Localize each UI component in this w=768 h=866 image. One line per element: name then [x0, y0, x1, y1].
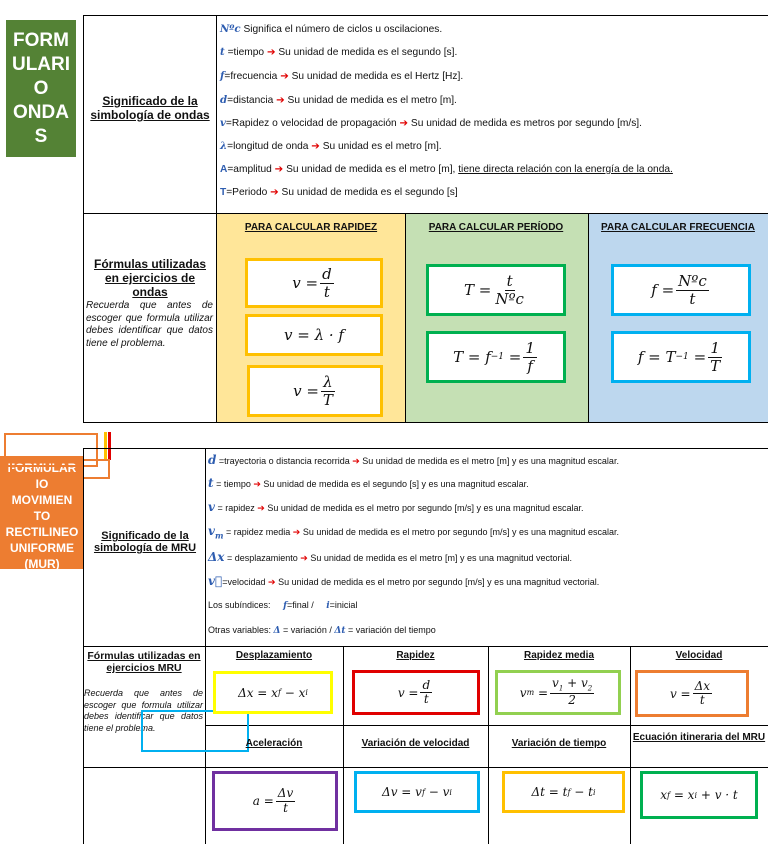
formula-ecuacion-itineraria: x f = x i + v · t: [640, 771, 758, 819]
ondas-title: [6, 20, 76, 157]
formula-rapidez-media: v m = $\frac{v_1 + v_2}{2}$: [495, 670, 621, 715]
decor-frame: [10, 459, 110, 479]
formula-desplazamiento: Δx = x f − x i: [213, 671, 333, 714]
mru-symbol-row: t = tiempo ➔ Su unidad de medida es el segundo [s] y es una magnitud escalar.: [208, 476, 529, 490]
mru-title-text: FORMULAR IO MOVIMIEN TO RECTILINEO UNIFORME (MUR): [5, 460, 79, 571]
periodo-column: [405, 214, 588, 422]
formula-t-f-inverse: T = f −1 = $\frac{1}{f}$: [426, 331, 566, 383]
formula-variacion-tiempo: Δt = t f − t i: [502, 771, 625, 813]
header-desplazamiento: Desplazamiento: [235, 650, 313, 661]
formula-variacion-velocidad: Δv = v f − v i: [354, 771, 480, 813]
mru-symbology-label: Significado de la simbología de MRU: [93, 530, 197, 554]
formula-aceleracion: a = $\frac{\Delta v}{t}$: [212, 771, 338, 831]
formula-t-t-nc: T = $\frac{t}{\text{Nºc}}$: [426, 264, 566, 316]
ondas-symbol-row: f=frecuencia ➔ Su unidad de medida es el Hertz [Hz].: [220, 70, 464, 82]
mru-symbol-row: v⃗=velocidad ➔ Su unidad de medida es el metro por segundo [m/s] y es una magnitud vectorial.: [208, 574, 600, 588]
mru-symbol-row: Δx = desplazamiento ➔ Su unidad de medida es el metro [m] y es una magnitud vectorial.: [208, 550, 573, 564]
frecuencia-header: PARA CALCULAR FRECUENCIA: [601, 222, 755, 233]
ondas-symbol-row: T=Periodo ➔ Su unidad de medida es el segundo [s]: [220, 187, 458, 198]
ondas-symbol-row: A=amplitud ➔ Su unidad de medida es el metro [m], tiene directa relación con la energía de la onda.: [220, 164, 673, 175]
header-variacion-velocidad: Variación de velocidad: [361, 738, 470, 749]
header-aceleracion: Aceleración: [245, 738, 303, 749]
header-variacion-tiempo: Variación de tiempo: [511, 738, 607, 749]
ondas-symbol-row: t =tiempo ➔ Su unidad de medida es el segundo [s].: [220, 46, 458, 58]
ondas-title-text: FORM ULARI O ONDA S: [11, 29, 71, 147]
mru-symbol-row: v = rapidez ➔ Su unidad de medida es el metro por segundo [m/s] y es una magnitud escalar.: [208, 500, 584, 514]
formula-f-nc-t: f = $\frac{\text{Nºc}}{t}$: [611, 264, 751, 316]
decor-frame: [104, 432, 107, 460]
ondas-symbology-label: Significado de la simbología de ondas: [90, 94, 210, 122]
ondas-symbol-row: Nºc Significa el número de ciclos u oscilaciones.: [220, 23, 443, 35]
header-ecuacion-itineraria: Ecuación itineraria del MRU: [632, 732, 766, 743]
mru-otras-row: Otras variables: Δ = variación / Δt = variación del tiempo: [208, 625, 436, 636]
formula-f-t-inverse: f = T −1 = $\frac{1}{T}$: [611, 331, 751, 383]
decor-frame: [108, 432, 111, 460]
ondas-symbol-row: v=Rapidez o velocidad de propagación ➔ Su unidad de medida es metros por segundo [m/s].: [220, 117, 642, 129]
rapidez-header: PARA CALCULAR RAPIDEZ: [244, 222, 378, 233]
mru-formulas-label: Fórmulas utilizadas en ejercicios MRU: [87, 650, 201, 674]
formula-velocidad: v = $\frac{\Delta x}{t}$: [635, 670, 749, 717]
mru-subindices-row: Los subíndices: f=final / i=inicial: [208, 600, 358, 611]
ondas-symbol-row: d=distancia ➔ Su unidad de medida es el metro [m].: [220, 94, 457, 106]
header-rapidez-media: Rapidez media: [523, 650, 595, 661]
formula-rapidez: v = $\frac{d}{t}$: [352, 670, 480, 715]
ondas-note: Recuerda que antes de escoger que formula utilizar debes identificar que datos tiene el problema.: [86, 300, 213, 349]
frecuencia-column: [588, 214, 768, 422]
header-rapidez: Rapidez: [396, 650, 435, 661]
periodo-header: PARA CALCULAR PERÍODO: [428, 222, 564, 233]
formula-v-lambda-f: v = λ · f: [245, 314, 383, 356]
mru-symbol-row: $v_m$ = rapidez media ➔ Su unidad de medida es el metro por segundo [m/s] y es una magnitud escalar.: [208, 524, 620, 541]
mru-note: Recuerda que antes de escoger que formula utilizar debes identificar que datos tiene el problema.: [84, 688, 203, 733]
mru-symbol-row: d =trayectoria o distancia recorrida ➔ Su unidad de medida es el metro [m] y es una magnitud escalar.: [208, 453, 619, 467]
ondas-symbol-row: λ=longitud de onda ➔ Su unidad es el metro [m].: [220, 140, 442, 152]
header-velocidad: Velocidad: [675, 650, 723, 661]
formula-v-d-t: v = $\frac{d}{t}$: [245, 258, 383, 308]
formula-v-lambda-t: v = $\frac{\lambda}{T}$: [247, 365, 383, 417]
ondas-formulas-label: Fórmulas utilizadas en ejercicios de ondas: [93, 257, 207, 299]
